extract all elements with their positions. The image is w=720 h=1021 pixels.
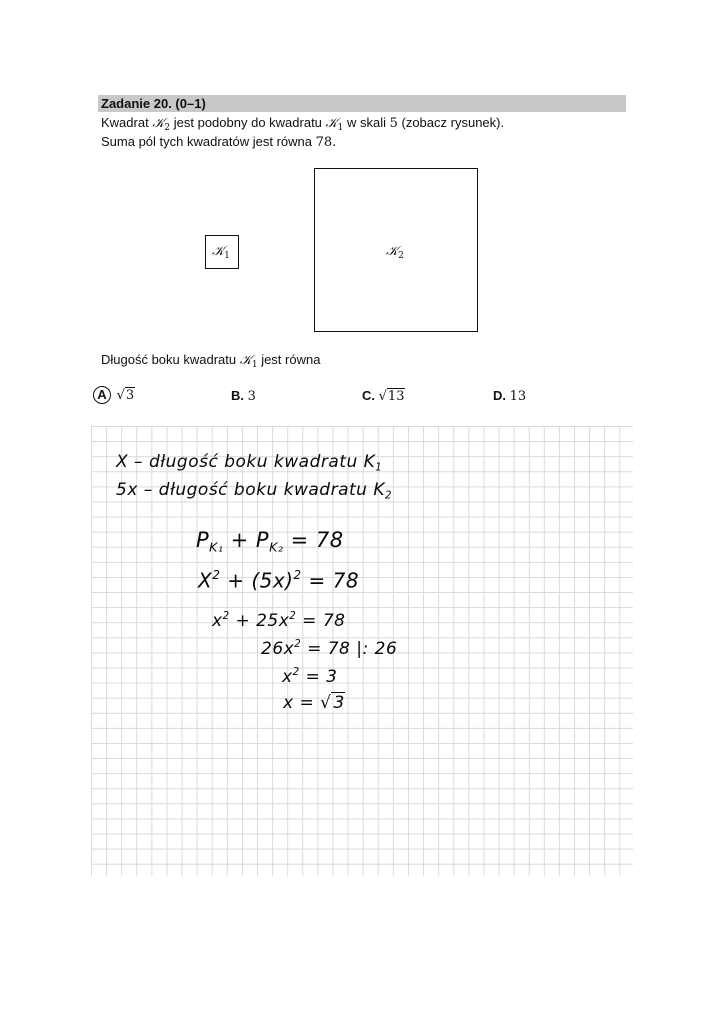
selected-answer-circle: A (93, 386, 111, 404)
scale-value: 5 (389, 116, 398, 131)
answer-value: 3 (247, 389, 256, 404)
answer-option-b[interactable] (231, 388, 256, 404)
handwritten-line-8: x = √ 3 (283, 693, 345, 713)
handwritten-line-6: $26x^2 = 78$ |: 26 (261, 639, 398, 660)
answer-value: √3 (116, 388, 135, 403)
square-k1-label: 𝒦$_1$ (212, 244, 230, 261)
sum-value: 78. (315, 135, 337, 150)
k1-symbol: 𝒦$_1$ (325, 116, 344, 133)
task-title: Zadanie 20. (0–1) (101, 96, 206, 111)
statement-text: Kwadrat (101, 115, 153, 130)
k2-symbol: 𝒦$_2$ (152, 116, 171, 133)
handwritten-line-3: $P_{K_1} + P_{K_2} = 78$ (196, 528, 344, 555)
answer-option-c[interactable] (362, 388, 405, 404)
answer-letter: D. (493, 388, 506, 403)
handwritten-line-5: $x^2 + 25x^2 = 78$ (212, 611, 346, 632)
answer-option-d[interactable] (493, 388, 526, 404)
handwritten-line-1: X – długość boku kwadratu $K_1$ (116, 452, 383, 474)
square-k2-label: 𝒦$_2$ (386, 244, 404, 261)
answer-value: √13 (378, 389, 405, 404)
handwritten-line-4: $X^2 + (5x)^2 = 78$ (198, 568, 360, 593)
answer-value: 13 (509, 389, 527, 404)
task-statement-line-2 (101, 134, 336, 150)
statement-text: (zobacz rysunek). (401, 115, 505, 130)
statement-text: Suma pól tych kwadratów jest równa (101, 134, 316, 149)
question-line (101, 352, 320, 370)
statement-text: jest podobny do kwadratu (173, 115, 326, 130)
answer-letter: B. (231, 388, 244, 403)
task-header (98, 95, 626, 112)
statement-text: w skali (346, 115, 390, 130)
question-text: Długość boku kwadratu (101, 352, 240, 367)
task-statement-line-1 (101, 115, 504, 133)
handwritten-line-7: $x^2 = 3$ (282, 667, 338, 688)
handwritten-line-2: 5x – długość boku kwadratu $K_2$ (116, 480, 392, 502)
answer-option-a[interactable] (93, 386, 135, 404)
answer-letter: C. (362, 388, 375, 403)
k1-symbol: 𝒦$_1$ (239, 353, 258, 370)
question-text: jest równa (261, 352, 321, 367)
